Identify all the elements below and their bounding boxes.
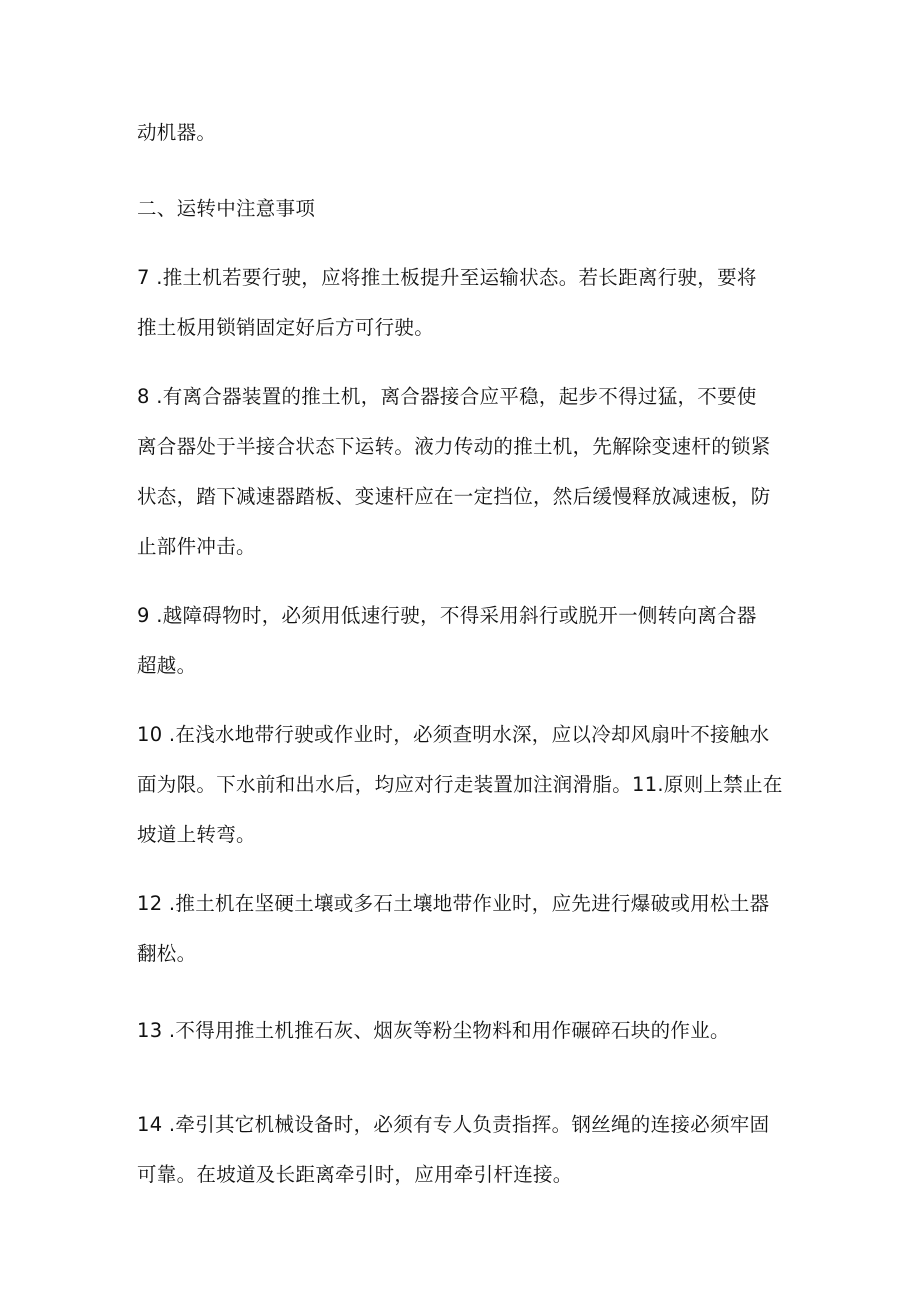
item-8-line-3: 状态，踏下减速器踏板、变速杆应在一定挡位，然后缓慢释放减速板，防 bbox=[137, 485, 771, 508]
item-14-line-2: 可靠。在坡道及长距离牵引时，应用牵引杆连接。 bbox=[137, 1163, 573, 1186]
item-8-line-2: 离合器处于半接合状态下运转。液力传动的推土机，先解除变速杆的锁紧 bbox=[137, 435, 771, 458]
item-14-line-1: 14 .牵引其它机械设备时，必须有专人负责指挥。钢丝绳的连接必须牢固 bbox=[137, 1113, 770, 1136]
item-7-line-2: 推土板用锁销固定好后方可行驶。 bbox=[137, 316, 435, 339]
item-8-line-1: 8 .有离合器装置的推土机，离合器接合应平稳，起步不得过猛，不要使 bbox=[137, 385, 757, 408]
item-10-line-2: 面为限。下水前和出水后，均应对行走装置加注润滑脂。11.原则上禁止在 bbox=[137, 773, 783, 796]
item-12-line-1: 12 .推土机在坚硬土壤或多石土壤地带作业时，应先进行爆破或用松土器 bbox=[137, 892, 770, 915]
item-9-line-1: 9 .越障碍物时，必须用低速行驶，不得采用斜行或脱开一侧转向离合器 bbox=[137, 604, 757, 627]
item-9-line-2: 超越。 bbox=[137, 654, 197, 677]
item-10-line-1: 10 .在浅水地带行驶或作业时，必须查明水深，应以冷却风扇叶不接触水 bbox=[137, 723, 770, 746]
item-11-line: 坡道上转弯。 bbox=[137, 823, 256, 846]
item-13-line: 13 .不得用推土机推石灰、烟灰等粉尘物料和用作碾碎石块的作业。 bbox=[137, 1019, 730, 1042]
text-line-continuation: 动机器。 bbox=[137, 121, 217, 144]
item-8-line-4: 止部件冲击。 bbox=[137, 535, 256, 558]
section-heading: 二、运转中注意事项 bbox=[137, 197, 316, 220]
item-7-line-1: 7 .推土机若要行驶，应将推土板提升至运输状态。若长距离行驶，要将 bbox=[137, 266, 757, 289]
item-12-line-2: 翻松。 bbox=[137, 942, 197, 965]
